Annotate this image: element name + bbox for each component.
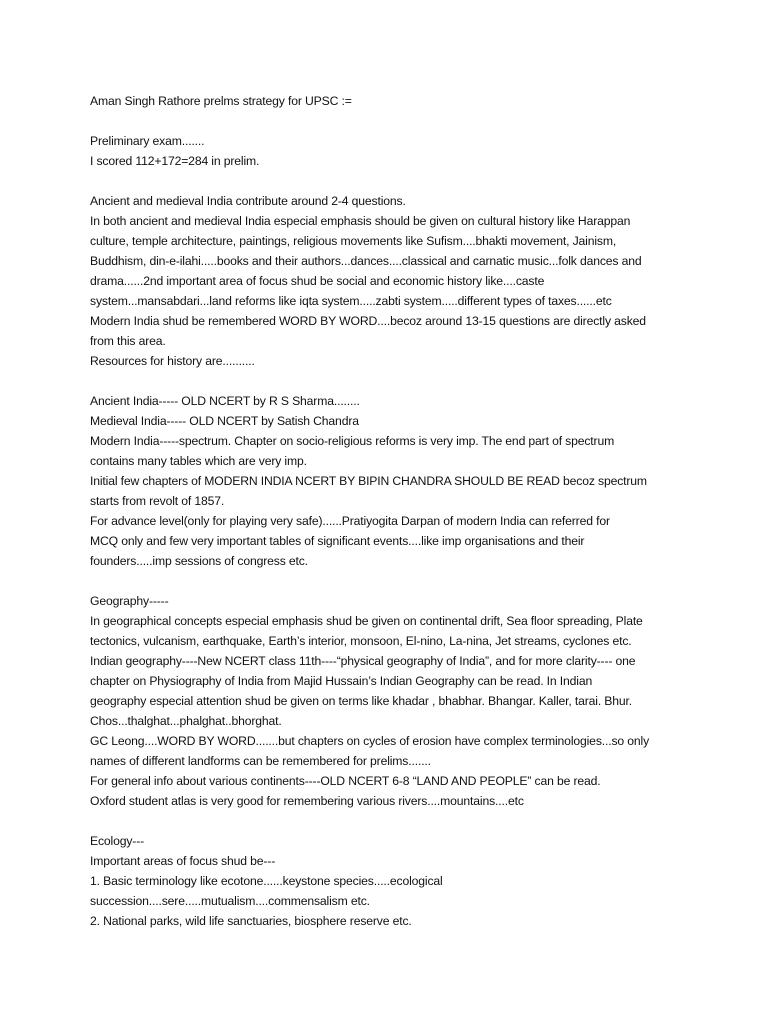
geography-line: In geographical concepts especial emphasis shud be given on continental drift, Sea floor spreading, Plate [90,614,643,628]
prelim-line: Preliminary exam....... [90,134,205,148]
resource-line: For advance level(only for playing very safe)......Pratiyogita Darpan of modern India can referred for [90,514,610,528]
resource-line: starts from revolt of 1857. [90,494,225,508]
paragraph-gap [90,571,690,591]
resource-line: Medieval India----- OLD NCERT by Satish Chandra [90,414,359,428]
history-line: drama......2nd important area of focus shud be social and economic history like....caste [90,274,545,288]
geography-line: Indian geography----New NCERT class 11th----“physical geography of India”, and for more clarity---- one [90,654,636,668]
geography-line: geography especial attention shud be given on terms like khadar , bhabhar. Bhangar. Kaller, tarai. Bhur. [90,694,632,708]
geography-line: tectonics, vulcanism, earthquake, Earth’s interior, monsoon, El-nino, La-nina, Jet streams, cyclones etc. [90,634,632,648]
ecology-line: succession....sere.....mutualism....commensalism etc. [90,894,370,908]
resource-line: MCQ only and few very important tables of significant events....like imp organisations and their [90,534,585,548]
geography-heading: Geography----- [90,594,169,608]
geography-line: For general info about various continents----OLD NCERT 6-8 “LAND AND PEOPLE” can be read. [90,774,601,788]
resource-line: Initial few chapters of MODERN INDIA NCERT BY BIPIN CHANDRA SHOULD BE READ becoz spectrum [90,474,647,488]
history-line: from this area. [90,334,166,348]
ecology-line: 1. Basic terminology like ecotone......keystone species.....ecological [90,874,443,888]
history-line: In both ancient and medieval India especial emphasis should be given on cultural history like Harappan [90,214,631,228]
history-line: Resources for history are.......... [90,354,255,368]
paragraph-gap [90,371,690,391]
paragraph-gap [90,111,690,131]
document-body [90,91,690,931]
prelim-line: I scored 112+172=284 in prelim. [90,154,260,168]
history-line: Buddhism, din-e-ilahi.....books and their authors...dances....classical and carnatic music...folk dances and [90,254,642,268]
ecology-line: Important areas of focus shud be--- [90,854,276,868]
ecology-heading: Ecology--- [90,834,145,848]
geography-line: Oxford student atlas is very good for remembering various rivers....mountains....etc [90,794,524,808]
paragraph-gap [90,811,690,831]
resource-line: contains many tables which are very imp. [90,454,307,468]
resource-line: Modern India-----spectrum. Chapter on socio-religious reforms is very imp. The end part of spectrum [90,434,615,448]
resource-line: Ancient India----- OLD NCERT by R S Sharma........ [90,394,360,408]
geography-line: GC Leong....WORD BY WORD.......but chapters on cycles of erosion have complex terminologies...so only [90,734,650,748]
geography-line: names of different landforms can be remembered for prelims....... [90,754,431,768]
geography-line: Chos...thalghat...phalghat..bhorghat. [90,714,282,728]
history-line: Modern India shud be remembered WORD BY WORD....becoz around 13-15 questions are directly asked [90,314,646,328]
paragraph-gap [90,171,690,191]
geography-line: chapter on Physiography of India from Majid Hussain’s Indian Geography can be read. In Indian [90,674,593,688]
ecology-line: 2. National parks, wild life sanctuaries, biosphere reserve etc. [90,914,412,928]
resource-line: founders.....imp sessions of congress etc. [90,554,308,568]
history-line: culture, temple architecture, paintings, religious movements like Sufism....bhakti movement, Jainism, [90,234,617,248]
document-title: Aman Singh Rathore prelms strategy for UPSC := [90,94,352,108]
history-line: Ancient and medieval India contribute around 2-4 questions. [90,194,406,208]
history-line: system...mansabdari...land reforms like iqta system.....zabti system.....different types of taxes......etc [90,294,612,308]
